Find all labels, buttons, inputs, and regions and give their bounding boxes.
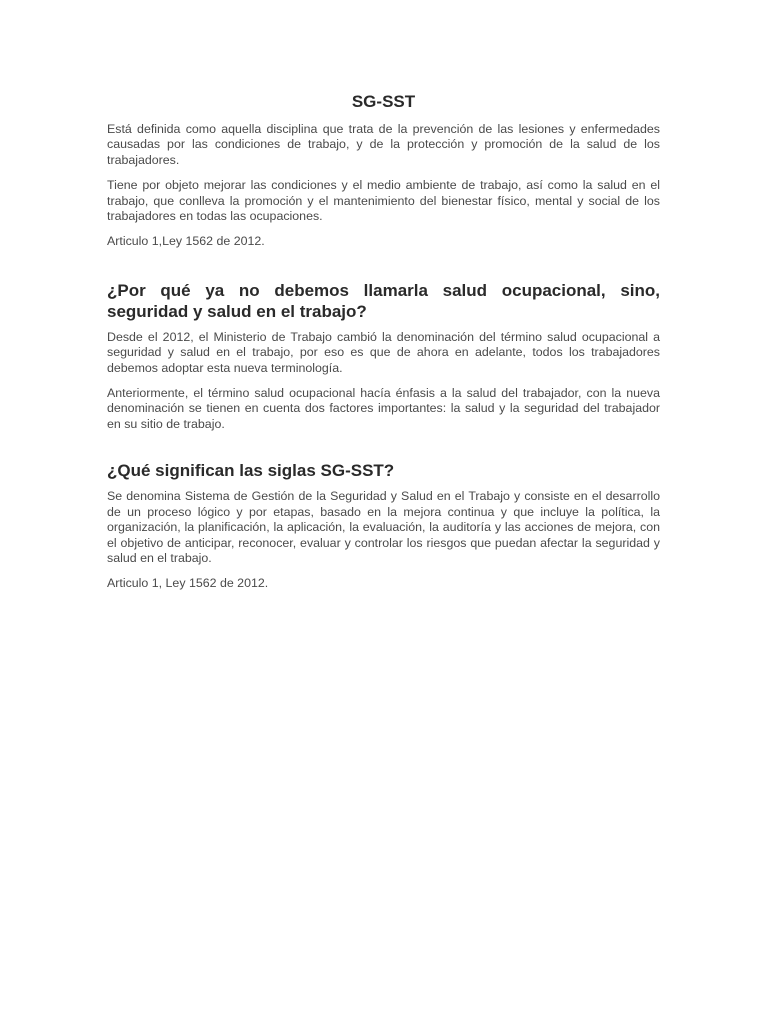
- section-paragraph: Desde el 2012, el Ministerio de Trabajo cambió la denominación del término salud ocupacional a seguridad y salud en el trabajo, por eso es que de ahora en adelante, todos los trabajadores debemos adoptar esta nueva terminología.: [107, 329, 660, 375]
- document-page: [107, 92, 660, 592]
- section-acronym-meaning: [107, 460, 660, 591]
- intro-block: [107, 122, 660, 250]
- intro-paragraph-2: Tiene por objeto mejorar las condiciones y el medio ambiente de trabajo, así como la salud en el trabajo, que conlleva la promoción y el mantenimiento del bienestar físico, mental y social de los trabajadores en todas las ocupaciones.: [107, 178, 660, 224]
- section-heading: ¿Por qué ya no debemos llamarla salud ocupacional, sino, seguridad y salud en el trabajo?: [107, 280, 660, 321]
- intro-reference: Articulo 1,Ley 1562 de 2012.: [107, 234, 265, 249]
- document-title: SG-SST: [351, 92, 416, 111]
- section-paragraph: Se denomina Sistema de Gestión de la Seguridad y Salud en el Trabajo y consiste en el desarrollo de un proceso lógico y por etapas, basado en la mejora continua y que incluye la política, la organización, la planificación, la aplicación, la evaluación, la auditoría y las acciones de mejora, con el objetivo de anticipar, reconocer, evaluar y controlar los riesgos que puedan afectar la seguridad y salud en el trabajo.: [107, 489, 660, 565]
- section-paragraph: Anteriormente, el término salud ocupacional hacía énfasis a la salud del trabajador, con la nueva denominación se tienen en cuenta dos factores importantes: la salud y la seguridad del trabajador en su sitio de trabajo.: [107, 386, 660, 431]
- section-reference: Articulo 1, Ley 1562 de 2012.: [107, 576, 269, 591]
- section-heading: ¿Qué significan las siglas SG-SST?: [107, 461, 395, 481]
- section-name-change: [107, 280, 660, 432]
- intro-paragraph-1: Está definida como aquella disciplina que trata de la prevención de las lesiones y enfermedades causadas por las condiciones de trabajo, y de la protección y promoción de la salud de los trabajadores.: [107, 122, 660, 167]
